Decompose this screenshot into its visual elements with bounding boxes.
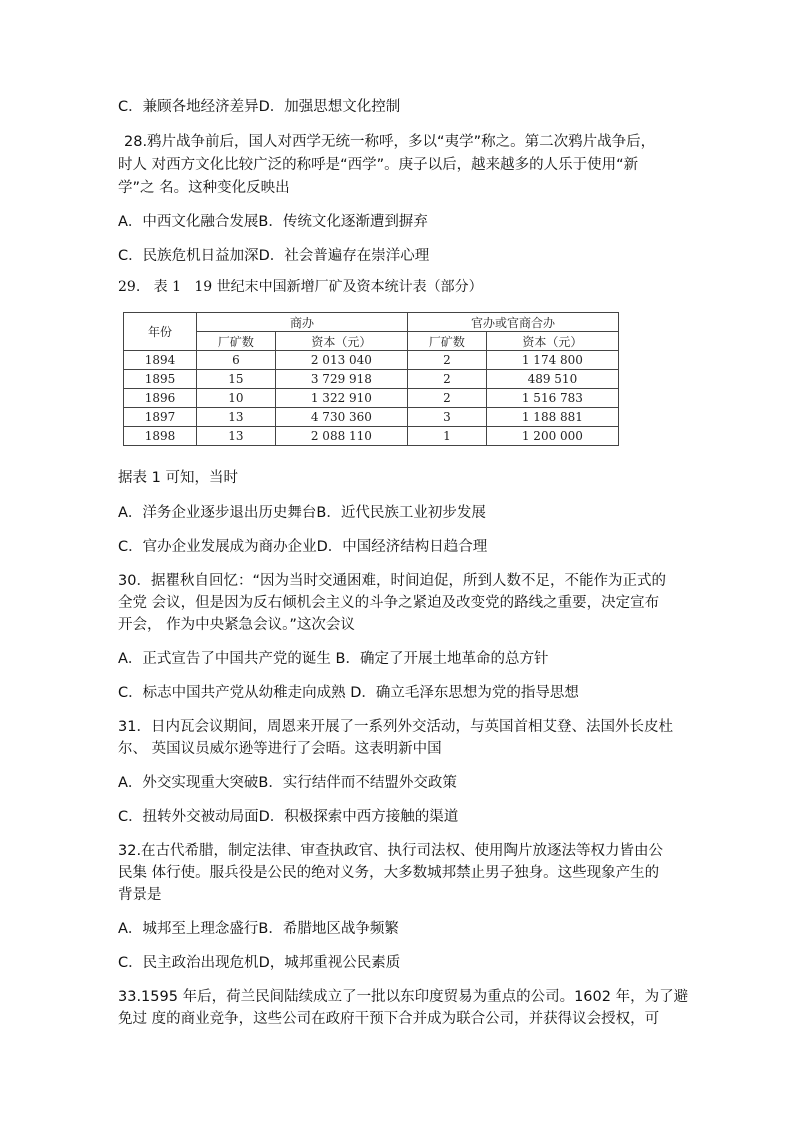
group-header-private: 商办 bbox=[197, 313, 408, 332]
text-line: 30．据瞿秋自回忆：“因为当时交通困难，时间迫促，所到人数不足，不能作为正式的 bbox=[118, 573, 666, 589]
statistics-table bbox=[123, 312, 619, 446]
table-row bbox=[124, 408, 619, 427]
text-line: A．中西文化融合发展B．传统文化逐渐遭到摒弃 bbox=[118, 214, 428, 230]
text-line: A．外交实现重大突破B．实行结伴而不结盟外交政策 bbox=[118, 775, 457, 791]
table-cell: 6 bbox=[197, 351, 276, 370]
text-line: C．标志中国共产党从幼稚走向成熟 D．确立毛泽东思想为党的指导思想 bbox=[118, 685, 579, 701]
text-line: 学”之 名。这种变化反映出 bbox=[118, 180, 290, 196]
text-line: 尔、 英国议员威尔逊等进行了会晤。这表明新中国 bbox=[118, 741, 442, 757]
year-header: 年份 bbox=[124, 313, 197, 351]
table-cell: 13 bbox=[197, 408, 276, 427]
text-line: C．兼顾各地经济差异D．加强思想文化控制 bbox=[118, 99, 401, 115]
year-cell: 1898 bbox=[124, 427, 197, 446]
table-cell: 2 088 110 bbox=[275, 427, 407, 446]
text-line: 据表 1 可知，当时 bbox=[118, 470, 238, 486]
table-row bbox=[124, 427, 619, 446]
sub-header: 厂矿数 bbox=[407, 332, 486, 351]
table-cell: 2 bbox=[407, 389, 486, 408]
year-cell: 1897 bbox=[124, 408, 197, 427]
table-cell: 2 bbox=[407, 351, 486, 370]
table-cell: 1 516 783 bbox=[486, 389, 618, 408]
text-line: C．扭转外交被动局面D．积极探索中西方接触的渠道 bbox=[118, 809, 459, 825]
table-cell: 489 510 bbox=[486, 370, 618, 389]
text-line: C．民族危机日益加深D．社会普遍存在崇洋心理 bbox=[118, 248, 430, 264]
table-cell: 1 188 881 bbox=[486, 408, 618, 427]
text-line: 时人 对西方文化比较广泛的称呼是“西学”。庚子以后，越来越多的人乐于使用“新 bbox=[118, 157, 639, 173]
text-line: A．正式宣告了中国共产党的诞生 B．确定了开展土地革命的总方针 bbox=[118, 651, 549, 667]
table-cell: 2 013 040 bbox=[275, 351, 407, 370]
sub-header: 厂矿数 bbox=[197, 332, 276, 351]
text-line: 免过 度的商业竞争，这些公司在政府干预下合并成为联合公司，并获得议会授权，可 bbox=[118, 1011, 660, 1027]
table-cell: 2 bbox=[407, 370, 486, 389]
sub-header: 资本（元） bbox=[486, 332, 618, 351]
text-line: A．城邦至上理念盛行B．希腊地区战争频繁 bbox=[118, 921, 399, 937]
table-row bbox=[124, 351, 619, 370]
group-header-official: 官办或官商合办 bbox=[407, 313, 618, 332]
table-cell: 1 bbox=[407, 427, 486, 446]
table-cell: 13 bbox=[197, 427, 276, 446]
sub-header: 资本（元） bbox=[275, 332, 407, 351]
table-cell: 3 bbox=[407, 408, 486, 427]
text-line: 28.鸦片战争前后，国人对西学无统一称呼，多以“夷学”称之。第二次鸦片战争后， bbox=[124, 134, 656, 150]
table-row bbox=[124, 389, 619, 408]
text-line: 背景是 bbox=[118, 887, 162, 903]
year-cell: 1894 bbox=[124, 351, 197, 370]
table-cell: 4 730 360 bbox=[275, 408, 407, 427]
text-line: 开会， 作为中央紧急会议。”这次会议 bbox=[118, 617, 355, 633]
table-cell: 1 174 800 bbox=[486, 351, 618, 370]
table-cell: 3 729 918 bbox=[275, 370, 407, 389]
table-cell: 10 bbox=[197, 389, 276, 408]
text-line: A．洋务企业逐步退出历史舞台B．近代民族工业初步发展 bbox=[118, 505, 486, 521]
table-cell: 1 322 910 bbox=[275, 389, 407, 408]
table-caption: 29. 表 1 19 世纪末中国新增厂矿及资本统计表（部分） bbox=[118, 279, 483, 295]
year-cell: 1895 bbox=[124, 370, 197, 389]
text-line: 全党 会议，但是因为反右倾机会主义的斗争之紧迫及改变党的路线之重要，决定宣布 bbox=[118, 595, 660, 611]
text-line: 民集 体行使。服兵役是公民的绝对义务，大多数城邦禁止男子独身。这些现象产生的 bbox=[118, 865, 660, 881]
text-line: 32.在古代希腊，制定法律、审查执政官、执行司法权、使用陶片放逐法等权力皆由公 bbox=[118, 843, 664, 859]
text-line: 31．日内瓦会议期间，周恩来开展了一系列外交活动，与英国首相艾登、法国外长皮杜 bbox=[118, 719, 673, 735]
table-cell: 1 200 000 bbox=[486, 427, 618, 446]
table-row bbox=[124, 370, 619, 389]
year-cell: 1896 bbox=[124, 389, 197, 408]
text-line: 33.1595 年后，荷兰民间陆续成立了一批以东印度贸易为重点的公司。1602 年，为了避 bbox=[118, 989, 689, 1005]
table-cell: 15 bbox=[197, 370, 276, 389]
text-line: C．官办企业发展成为商办企业D．中国经济结构日趋合理 bbox=[118, 539, 488, 555]
text-line: C．民主政治出现危机D，城邦重视公民素质 bbox=[118, 955, 401, 971]
